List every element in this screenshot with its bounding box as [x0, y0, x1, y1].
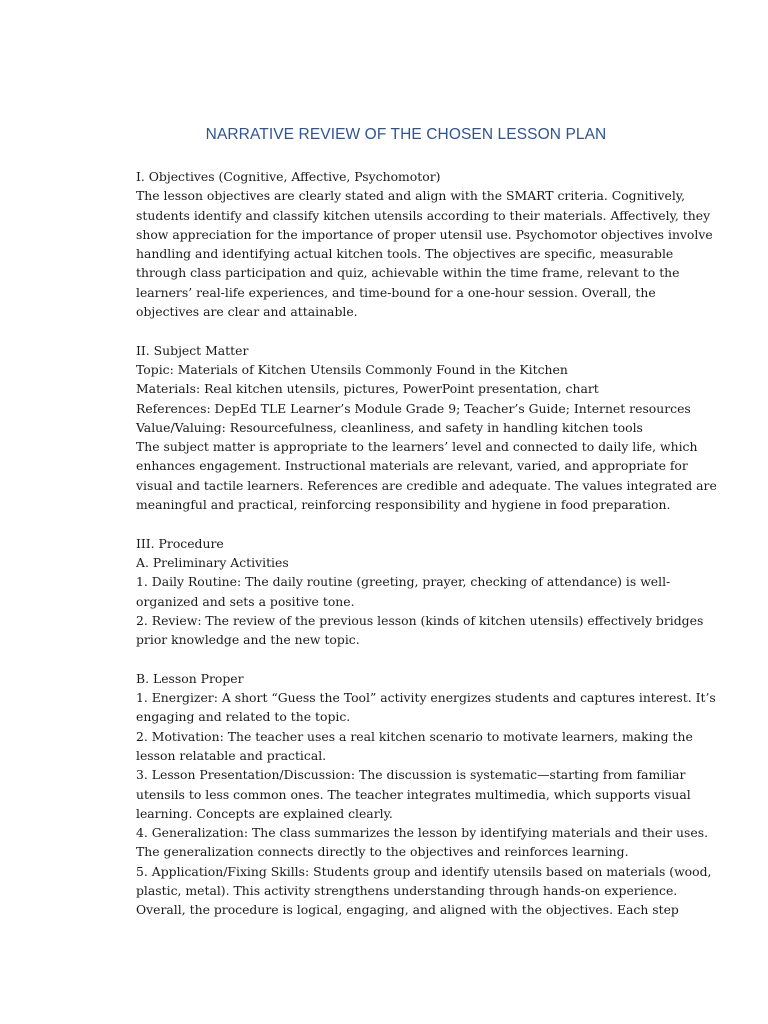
section-heading: I. Objectives (Cognitive, Affective, Psychomotor) [136, 169, 441, 184]
paragraph-line: plastic, metal). This activity strengthens understanding through hands-on experience. [136, 882, 678, 898]
paragraph-line: 2. Motivation: The teacher uses a real kitchen scenario to motivate learners, making the [136, 728, 693, 744]
paragraph-line: 2. Review: The review of the previous lesson (kinds of kitchen utensils) effectively bridges [136, 612, 704, 628]
paragraph-line: show appreciation for the importance of proper utensil use. Psychomotor objectives involve [136, 226, 713, 242]
paragraph-line: meaningful and practical, reinforcing responsibility and hygiene in food preparation. [136, 497, 671, 513]
paragraph-line: 5. Application/Fixing Skills: Students group and identify utensils based on materials (wood, [136, 863, 712, 879]
paragraph-line: organized and sets a positive tone. [136, 593, 355, 609]
paragraph-line: The generalization connects directly to the objectives and reinforces learning. [136, 844, 629, 860]
paragraph-line: Overall, the procedure is logical, engaging, and aligned with the objectives. Each step [136, 902, 679, 918]
section-2 [136, 341, 717, 515]
paragraph-line: prior knowledge and the new topic. [136, 632, 360, 648]
section-heading: III. Procedure [136, 535, 224, 551]
paragraph-line: References: DepEd TLE Learner’s Module Grade 9; Teacher’s Guide; Internet resources [136, 400, 691, 416]
paragraph-spacer [136, 649, 696, 668]
paragraph-line: Materials: Real kitchen utensils, pictures, PowerPoint presentation, chart [136, 381, 599, 397]
document-body [136, 167, 717, 920]
paragraph-line: A. Preliminary Activities [136, 554, 289, 570]
paragraph-line: lesson relatable and practical. [136, 747, 327, 763]
paragraph-spacer [136, 514, 696, 533]
paragraph-line: students identify and classify kitchen utensils according to their materials. Affectively, they [136, 207, 711, 223]
paragraph-line: handling and identifying actual kitchen tools. The objectives are specific, measurable [136, 246, 674, 262]
section-4 [136, 669, 716, 920]
section-3 [136, 534, 704, 650]
paragraph-line: visual and tactile learners. References are credible and adequate. The values integrated are [136, 477, 717, 493]
section-heading: II. Subject Matter [136, 342, 249, 358]
paragraph-line: through class participation and quiz, achievable within the time frame, relevant to the [136, 265, 680, 281]
paragraph-line: objectives are clear and attainable. [136, 304, 358, 320]
section-1 [136, 167, 713, 321]
paragraph-line: enhances engagement. Instructional materials are relevant, varied, and appropriate for [136, 458, 688, 474]
section-heading: B. Lesson Proper [136, 670, 244, 686]
paragraph-line: 1. Energizer: A short “Guess the Tool” activity energizes students and captures interest. It’s [136, 690, 716, 706]
paragraph-line: Value/Valuing: Resourcefulness, cleanliness, and safety in handling kitchen tools [136, 419, 643, 435]
document-title: NARRATIVE REVIEW OF THE CHOSEN LESSON PLAN [205, 126, 607, 143]
paragraph-line: learners’ real-life experiences, and time-bound for a one-hour session. Overall, the [136, 284, 656, 300]
paragraph-line: engaging and related to the topic. [136, 709, 351, 725]
paragraph-line: Topic: Materials of Kitchen Utensils Commonly Found in the Kitchen [136, 361, 568, 377]
paragraph-spacer [136, 321, 696, 340]
paragraph-line: utensils to less common ones. The teacher integrates multimedia, which supports visual [136, 786, 691, 802]
paragraph-line: 4. Generalization: The class summarizes the lesson by identifying materials and their uses. [136, 825, 709, 841]
paragraph-line: 1. Daily Routine: The daily routine (greeting, prayer, checking of attendance) is well- [136, 574, 671, 590]
paragraph-line: learning. Concepts are explained clearly. [136, 805, 393, 821]
paragraph-line: The lesson objectives are clearly stated and align with the SMART criteria. Cognitively, [136, 188, 686, 204]
paragraph-line: 3. Lesson Presentation/Discussion: The discussion is systematic—starting from familiar [136, 767, 686, 783]
paragraph-line: The subject matter is appropriate to the learners’ level and connected to daily life, which [136, 439, 698, 455]
